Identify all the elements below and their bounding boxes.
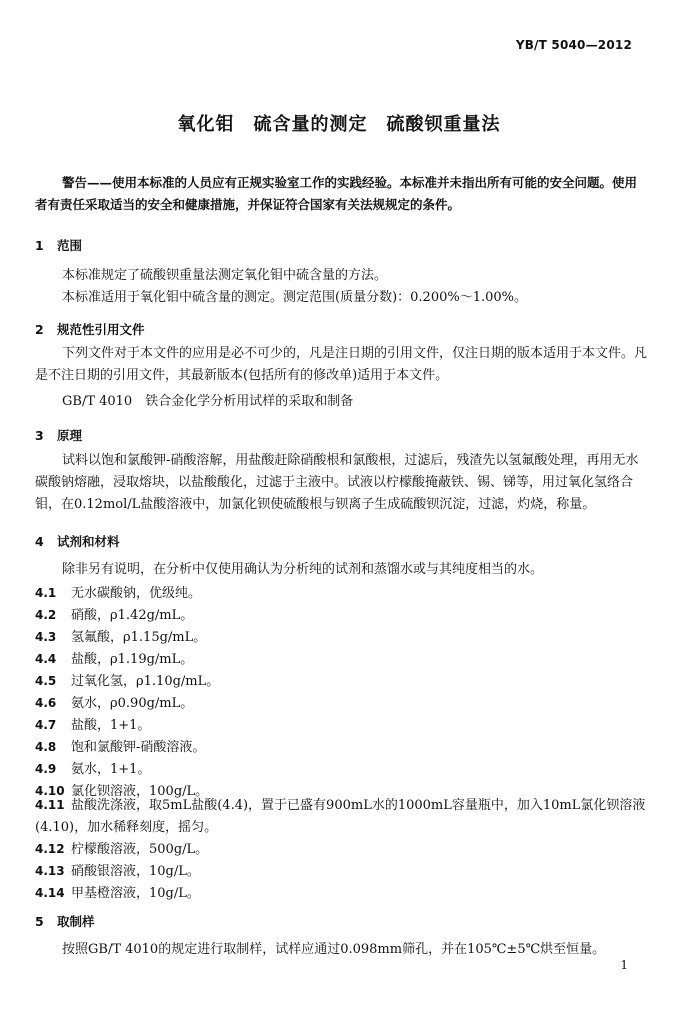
item-number: 4.11 bbox=[35, 798, 65, 812]
item-text: 硝酸，ρ1.42g/mL。 bbox=[71, 608, 194, 623]
item-text: 柠檬酸溶液，500g/L。 bbox=[71, 842, 209, 857]
item-number: 4.2 bbox=[35, 608, 57, 622]
item-number: 4.7 bbox=[35, 718, 57, 732]
reference-gbt-4010: GB/T 4010 铁合金化学分析用试样的采取和制备 bbox=[62, 394, 354, 409]
reagent-item bbox=[35, 860, 200, 879]
item-text: 硝酸银溶液，10g/L。 bbox=[71, 864, 200, 879]
reagent-item bbox=[35, 648, 193, 667]
section-number: 2 bbox=[35, 322, 44, 337]
standard-code: YB/T 5040—2012 bbox=[515, 38, 632, 52]
section-title: 范围 bbox=[57, 238, 83, 253]
principle-paragraph: 试料以饱和氯酸钾-硝酸溶解，用盐酸赶除硝酸根和氯酸根，过滤后，残渣先以氢氟酸处理，再用无水碳酸钠熔融，浸取熔块，以盐酸酸化，过滤于主液中。试液以柠檬酸掩蔽铁、锡、锑等，用过氧化氢络合钼，在0.12mol/L盐酸溶液中，加氯化钡使硫酸根与钡离子生成硫酸钡沉淀，过滤，灼烧，称量。 bbox=[35, 453, 639, 512]
normative-references-paragraph: 下列文件对于本文件的应用是必不可少的，凡是注日期的引用文件，仅注日期的版本适用于本文件。凡是不注日期的引用文件，其最新版本(包括所有的修改单)适用于本文件。 bbox=[35, 346, 648, 383]
item-number: 4.6 bbox=[35, 696, 57, 710]
item-number: 4.10 bbox=[35, 784, 65, 798]
item-text: 盐酸洗涤液，取5mL盐酸(4.4)，置于已盛有900mL水的1000mL容量瓶中，加入10mL氯化钡溶液(4.10)，加水稀释刻度，摇匀。 bbox=[35, 798, 646, 835]
reagent-item bbox=[35, 692, 193, 711]
warning-paragraph: 警告——使用本标准的人员应有正规实验室工作的实践经验。本标准并未指出所有可能的安全问题。使用者有责任采取适当的安全和健康措施，并保证符合国家有关法规规定的条件。 bbox=[35, 175, 638, 212]
reagent-item bbox=[35, 714, 150, 733]
section-title: 规范性引用文件 bbox=[57, 322, 145, 337]
item-text: 饱和氯酸钾-硝酸溶液。 bbox=[71, 740, 206, 755]
item-number: 4.8 bbox=[35, 740, 57, 754]
item-number: 4.3 bbox=[35, 630, 57, 644]
item-number: 4.12 bbox=[35, 842, 65, 856]
item-text: 氯化钡溶液，100g/L。 bbox=[71, 784, 209, 799]
section-number: 4 bbox=[35, 534, 44, 549]
item-text: 盐酸，ρ1.19g/mL。 bbox=[71, 652, 194, 667]
item-text: 无水碳酸钠，优级纯。 bbox=[71, 586, 202, 601]
section-number: 1 bbox=[35, 238, 44, 253]
reagent-item bbox=[35, 736, 205, 755]
item-text: 氨水，ρ0.90g/mL。 bbox=[71, 696, 194, 711]
item-number: 4.1 bbox=[35, 586, 57, 600]
item-text: 甲基橙溶液，10g/L。 bbox=[71, 886, 200, 901]
section-title: 试剂和材料 bbox=[57, 534, 120, 549]
reagent-item bbox=[35, 794, 647, 839]
reagents-intro: 除非另有说明，在分析中仅使用确认为分析纯的试剂和蒸馏水或与其纯度相当的水。 bbox=[62, 562, 544, 577]
reagent-item bbox=[35, 582, 201, 601]
section-title: 原理 bbox=[57, 428, 83, 443]
reagent-item bbox=[35, 882, 200, 901]
scope-line-2: 本标准适用于氧化钼中硫含量的测定。测定范围(质量分数)：0.200%～1.00%。 bbox=[62, 290, 528, 305]
item-number: 4.4 bbox=[35, 652, 57, 666]
reagent-item bbox=[35, 626, 206, 645]
document-title: 氧化钼 硫含量的测定 硫酸钡重量法 bbox=[177, 114, 501, 135]
section-3-heading bbox=[35, 426, 82, 444]
reagent-item bbox=[35, 758, 150, 777]
section-5-heading bbox=[35, 912, 95, 930]
section-number: 5 bbox=[35, 914, 44, 929]
section-2-heading bbox=[35, 320, 145, 338]
item-number: 4.9 bbox=[35, 762, 57, 776]
item-text: 氨水，1+1。 bbox=[71, 762, 151, 777]
section-number: 3 bbox=[35, 428, 44, 443]
reagent-item bbox=[35, 670, 219, 689]
section-4-heading bbox=[35, 532, 120, 550]
item-number: 4.13 bbox=[35, 864, 65, 878]
item-text: 过氧化氢，ρ1.10g/mL。 bbox=[71, 674, 220, 689]
page-number: 1 bbox=[620, 958, 628, 972]
item-text: 氢氟酸，ρ1.15g/mL。 bbox=[71, 630, 207, 645]
scope-line-1: 本标准规定了硫酸钡重量法测定氧化钼中硫含量的方法。 bbox=[62, 268, 388, 283]
sampling-paragraph: 按照GB/T 4010的规定进行取制样，试样应通过0.098mm筛孔，并在105℃±5℃烘至恒量。 bbox=[62, 942, 606, 957]
item-number: 4.5 bbox=[35, 674, 57, 688]
section-1-heading bbox=[35, 236, 82, 254]
reagent-item bbox=[35, 604, 193, 623]
reagent-item bbox=[35, 838, 208, 857]
item-number: 4.14 bbox=[35, 886, 65, 900]
item-text: 盐酸，1+1。 bbox=[71, 718, 151, 733]
section-title: 取制样 bbox=[57, 914, 95, 929]
